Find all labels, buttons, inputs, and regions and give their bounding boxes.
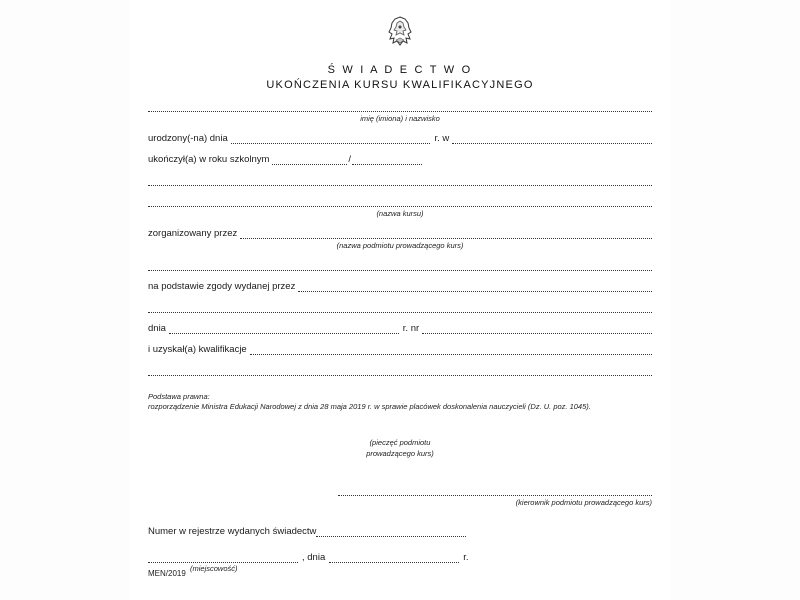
place-date-label: , dnia [302, 552, 326, 564]
birth-date-label: urodzony(-na) dnia [148, 133, 228, 144]
birth-place-input[interactable] [452, 132, 652, 144]
school-year-start-input[interactable] [272, 153, 347, 165]
consent-number-label: r. nr [402, 323, 420, 334]
page-title: Ś W I A D E C T W O [327, 64, 473, 76]
legal-basis-text: rozporządzenie Ministra Edukacji Narodowej z dnia 28 maja 2019 r. w sprawie placówek doskonalenia nauczycieli (Dz. U. poz. 1045). [148, 402, 591, 412]
organizer-caption: (nazwa podmiotu prowadzącego kurs) [336, 241, 464, 250]
register-number-label: Numer w rejestrze wydanych świadectw [148, 526, 317, 538]
place-caption: (miejscowość) [190, 564, 238, 574]
organizer-row [148, 227, 652, 239]
form-code: MEN/2019 [148, 569, 186, 578]
stamp-caption-line-2: prowadzącego kurs) [366, 448, 434, 458]
legal-basis-heading: Podstawa prawna: [148, 392, 210, 401]
birth-place-label: r. w [434, 133, 450, 144]
certificate-sheet [130, 0, 670, 600]
consent-label: na podstawie zgody wydanej przez [148, 281, 296, 292]
consent-number-input[interactable] [422, 322, 652, 334]
title-block [148, 64, 652, 91]
consent-line-2[interactable] [148, 301, 652, 313]
organizer-input[interactable] [240, 227, 652, 239]
place-input[interactable] [148, 551, 298, 563]
organizer-label: zorganizowany przez [148, 228, 238, 239]
consent-row [148, 280, 652, 292]
stamp-caption [148, 438, 652, 459]
course-name-caption: (nazwa kursu) [376, 209, 424, 218]
school-year-separator: / [348, 154, 352, 165]
consent-input[interactable] [298, 280, 652, 292]
signature-caption: (kierownik podmiotu prowadzącego kurs) [515, 498, 652, 508]
consent-date-label: dnia [148, 323, 166, 334]
stamp-caption-line-1: (pieczęć podmiotu [369, 438, 431, 448]
issue-date-year-suffix: r. [463, 552, 469, 564]
qualifications-label: i uzyskał(a) kwalifikacje [148, 344, 247, 355]
emblem-container [148, 16, 652, 56]
polish-eagle-emblem [387, 16, 413, 48]
school-year-end-input[interactable] [352, 153, 422, 165]
signature-line[interactable] [338, 485, 652, 496]
consent-date-row [148, 322, 652, 334]
organizer-line-2[interactable] [148, 259, 652, 271]
place-date-row [148, 551, 652, 563]
name-field-line[interactable] [148, 100, 652, 112]
course-name-line-2[interactable] [148, 195, 652, 207]
issue-date-input[interactable] [329, 551, 459, 563]
register-number-row [148, 525, 652, 537]
school-year-label: ukończył(a) w roku szkolnym [148, 154, 270, 165]
school-year-row [148, 153, 652, 165]
name-field-caption: imię (imiona) i nazwisko [360, 114, 440, 123]
course-name-line-1[interactable] [148, 174, 652, 186]
register-number-input[interactable] [316, 525, 466, 537]
qualifications-input[interactable] [250, 343, 652, 355]
qualifications-line-2[interactable] [148, 364, 652, 376]
legal-basis-block [148, 392, 652, 412]
page-subtitle: UKOŃCZENIA KURSU KWALIFIKACYJNEGO [266, 79, 534, 91]
qualifications-row [148, 343, 652, 355]
birth-row [148, 132, 652, 144]
birth-date-input[interactable] [231, 132, 431, 144]
consent-date-input[interactable] [169, 322, 399, 334]
